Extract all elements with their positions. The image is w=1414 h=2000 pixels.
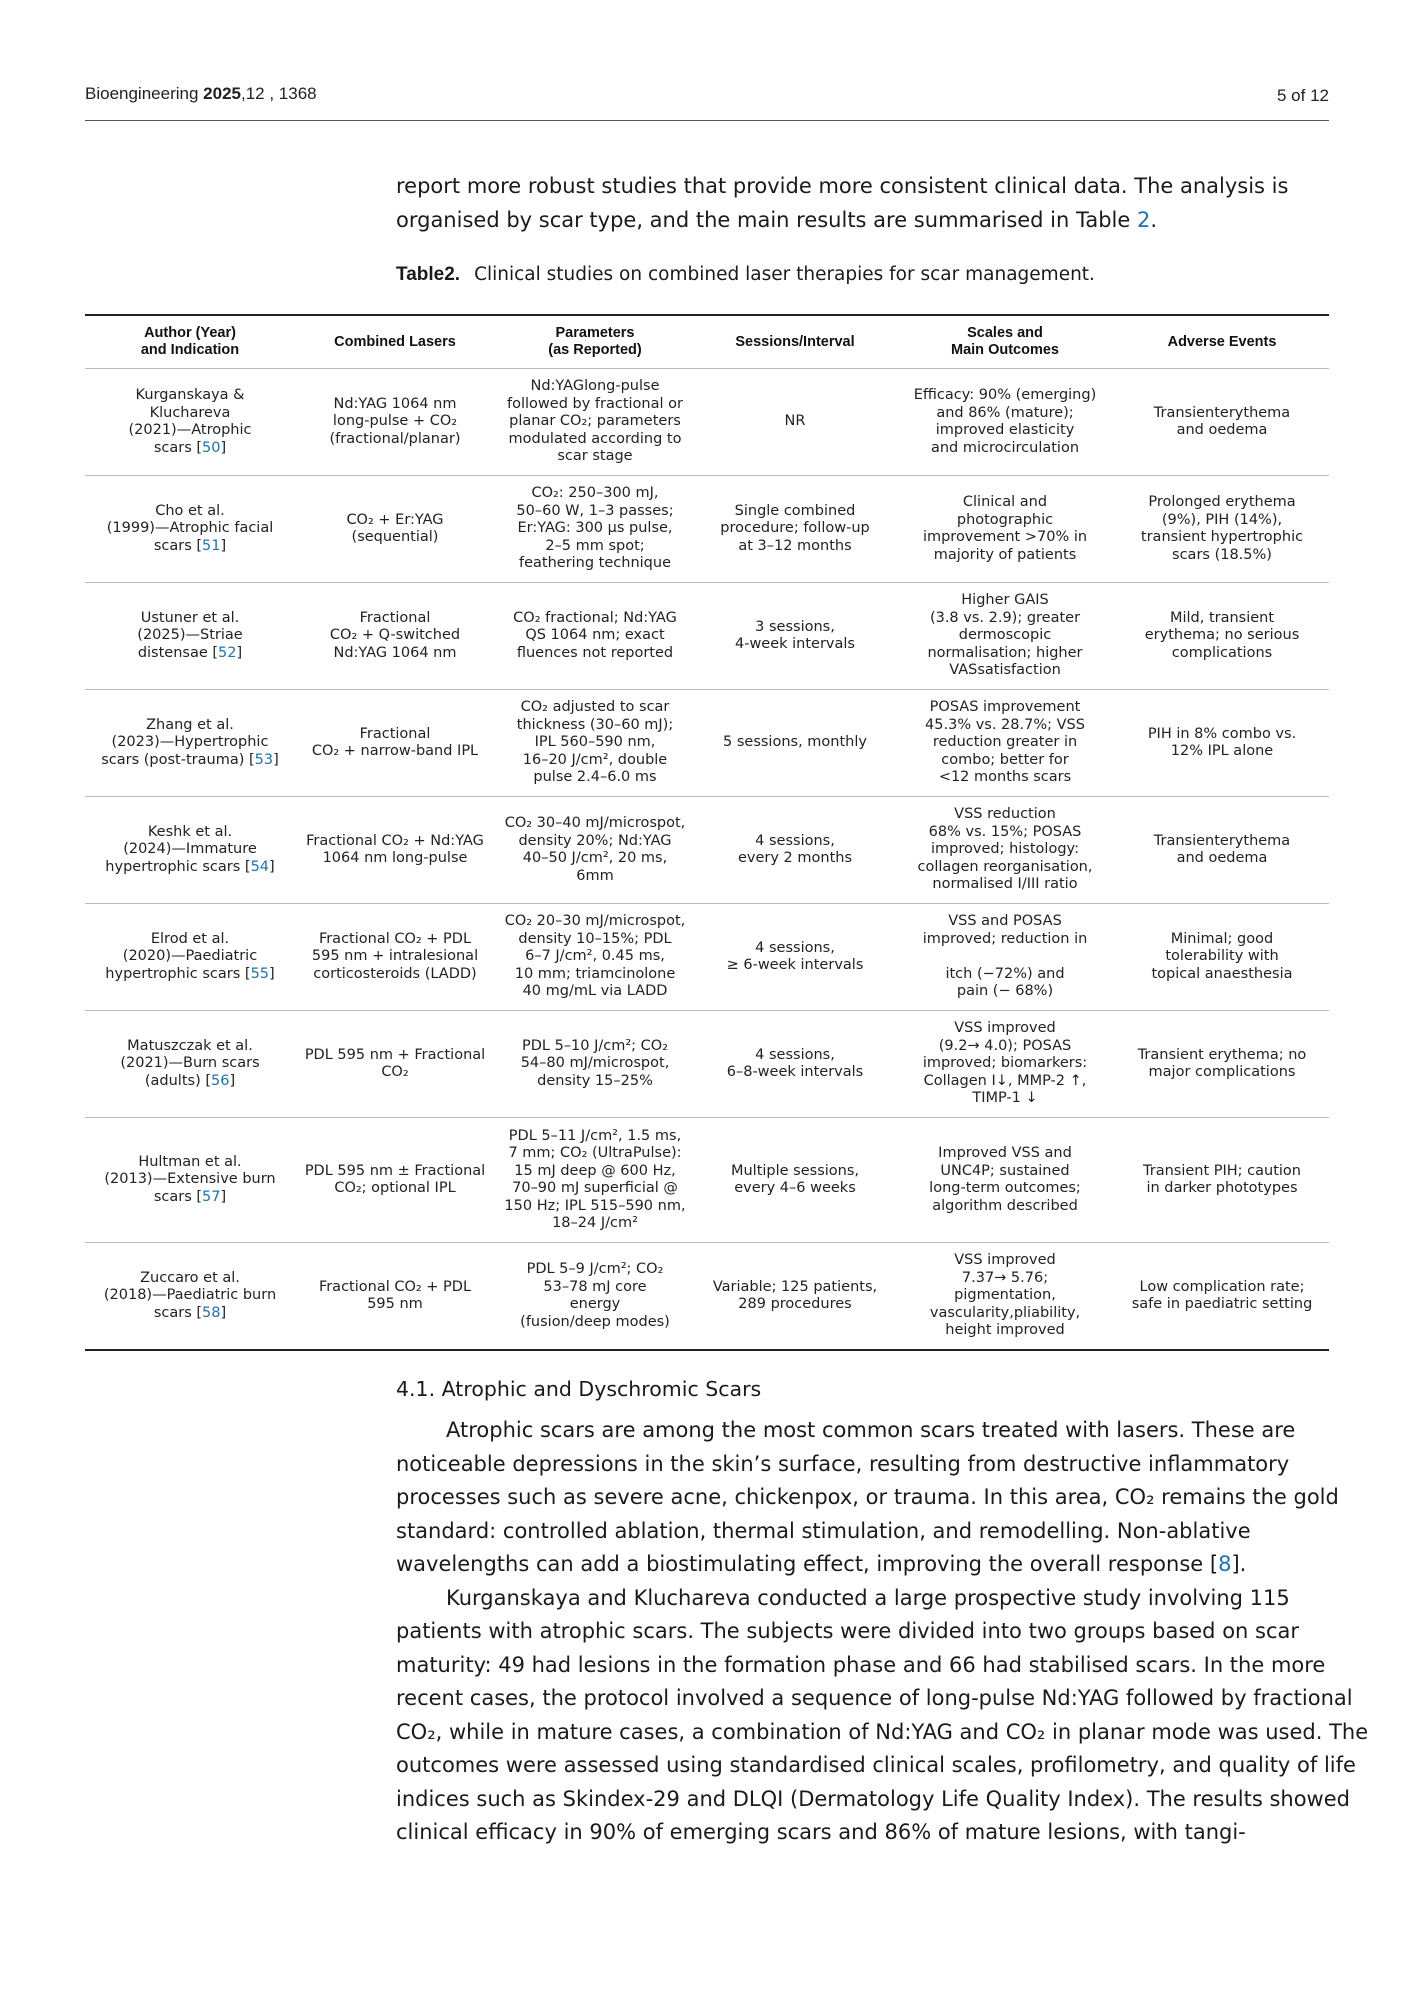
author-text: Keshk et al. (2024)—Immature hypertrophic scars [ xyxy=(105,823,257,875)
cell-sessions: Single combined procedure; follow-up at 3–12 months xyxy=(695,476,895,583)
section-body xyxy=(396,1414,1376,1850)
cell-adverse: Transient erythema; no major complications xyxy=(1115,1011,1329,1118)
table-row xyxy=(85,904,1329,1011)
paragraph-1-text: Atrophic scars are among the most common scars treated with lasers. These are noticeable depressions in the skin’s surface, resulting from destructive inflammatory processes such as severe acne, chickenpox, or trauma. In this area, CO₂ remains the gold standard: controlled ablation, thermal stimulation, and remodelling. Non-ablative wavelengths can add a biostimulating effect, improving the overall response [ xyxy=(396,1418,1339,1576)
cell-outcomes: Improved VSS and UNC4P; sustained long-term outcomes; algorithm described xyxy=(895,1118,1115,1243)
cell-lasers: CO₂ + Er:YAG (sequential) xyxy=(295,476,495,583)
author-text: Matuszczak et al. (2021)—Burn scars (adults) [ xyxy=(120,1037,260,1089)
table-caption xyxy=(396,264,1095,286)
cell-adverse: Transienterythema and oedema xyxy=(1115,369,1329,476)
cell-sessions: Variable; 125 patients, 289 procedures xyxy=(695,1243,895,1351)
author-text: Zuccaro et al. (2018)—Paediatric burn scars [ xyxy=(103,1269,277,1321)
cell-lasers: PDL 595 nm ± Fractional CO₂; optional IPL xyxy=(295,1118,495,1243)
cell-author: Zuccaro et al. (2018)—Paediatric burn scars [58] xyxy=(85,1243,295,1351)
cell-outcomes: VSS improved (9.2→ 4.0); POSAS improved; biomarkers: Collagen I↓, MMP-2 ↑, TIMP-1 ↓ xyxy=(895,1011,1115,1118)
table-label: Table2. xyxy=(396,264,461,285)
col-author: Author (Year) and Indication xyxy=(85,315,295,369)
cell-author: Kurganskaya & Kluchareva (2021)—Atrophic scars [50] xyxy=(85,369,295,476)
cell-params: PDL 5–11 J/cm², 1.5 ms, 7 mm; CO₂ (UltraPulse): 15 mJ deep @ 600 Hz, 70–90 mJ superficial @ 150 Hz; IPL 515–590 nm, 18–24 J/cm² xyxy=(495,1118,695,1243)
section-heading: 4.1. Atrophic and Dyschromic Scars xyxy=(396,1377,762,1401)
citation-link[interactable]: 56 xyxy=(211,1072,230,1089)
col-parameters: Parameters (as Reported) xyxy=(495,315,695,369)
journal-citation xyxy=(85,84,317,104)
intro-paragraph xyxy=(396,170,1336,237)
table-row xyxy=(85,797,1329,904)
col-lasers: Combined Lasers xyxy=(295,315,495,369)
page-number: 5 of 12 xyxy=(1277,86,1329,105)
col-adverse: Adverse Events xyxy=(1115,315,1329,369)
clinical-studies-table xyxy=(85,314,1329,1351)
journal-year: 2025 xyxy=(203,84,241,103)
cell-author: Zhang et al. (2023)—Hypertrophic scars (post-trauma) [53] xyxy=(85,690,295,797)
cell-adverse: PIH in 8% combo vs. 12% IPL alone xyxy=(1115,690,1329,797)
cell-sessions: 4 sessions, every 2 months xyxy=(695,797,895,904)
cell-author: Hultman et al. (2013)—Extensive burn scars [57] xyxy=(85,1118,295,1243)
table-row xyxy=(85,1118,1329,1243)
paragraph-1 xyxy=(396,1414,1376,1582)
cell-params: PDL 5–10 J/cm²; CO₂ 54–80 mJ/microspot, density 15–25% xyxy=(495,1011,695,1118)
cell-lasers: Fractional CO₂ + PDL 595 nm xyxy=(295,1243,495,1351)
cell-outcomes: VSS and POSAS improved; reduction in itch (−72%) and pain (− 68%) xyxy=(895,904,1115,1011)
table-header-row xyxy=(85,315,1329,369)
paragraph-1-end: ]. xyxy=(1231,1552,1247,1576)
cell-sessions: 4 sessions, 6–8-week intervals xyxy=(695,1011,895,1118)
cell-params: CO₂ 20–30 mJ/microspot, density 10–15%; PDL 6–7 J/cm², 0.45 ms, 10 mm; triamcinolone 40 mg/mL via LADD xyxy=(495,904,695,1011)
cell-sessions: 4 sessions, ≥ 6-week intervals xyxy=(695,904,895,1011)
author-text: Zhang et al. (2023)—Hypertrophic scars (post-trauma) [ xyxy=(101,716,269,768)
author-text: Cho et al. (1999)—Atrophic facial scars [ xyxy=(106,502,274,554)
author-text: Kurganskaya & Kluchareva (2021)—Atrophic scars [ xyxy=(128,387,252,456)
journal-name: Bioengineering xyxy=(85,84,199,103)
table-row xyxy=(85,369,1329,476)
table-header xyxy=(85,315,1329,369)
running-header xyxy=(85,84,1329,121)
volume-article: ,12 , 1368 xyxy=(240,84,317,103)
table-caption-text: Clinical studies on combined laser therapies for scar management. xyxy=(474,264,1095,285)
cell-params: CO₂ adjusted to scar thickness (30–60 mJ); IPL 560–590 nm, 16–20 J/cm², double pulse 2.4–6.0 ms xyxy=(495,690,695,797)
cell-params: CO₂ fractional; Nd:YAG QS 1064 nm; exact fluences not reported xyxy=(495,583,695,690)
citation-link[interactable]: 51 xyxy=(202,537,221,554)
cell-lasers: Fractional CO₂ + Q-switched Nd:YAG 1064 nm xyxy=(295,583,495,690)
cell-author: Keshk et al. (2024)—Immature hypertrophic scars [54] xyxy=(85,797,295,904)
cell-params: CO₂: 250–300 mJ, 50–60 W, 1–3 passes; Er:YAG: 300 µs pulse, 2–5 mm spot; feathering technique xyxy=(495,476,695,583)
paragraph-2: Kurganskaya and Kluchareva conducted a large prospective study involving 115 patients with atrophic scars. The subjects were divided into two groups based on scar maturity: 49 had lesions in the formation phase and 66 had stabilised scars. In the more recent cases, the protocol involved a sequence of long-pulse Nd:YAG followed by fractional CO₂, while in mature cases, a combination of Nd:YAG and CO₂ in planar mode was used. The outcomes were assessed using standardised clinical scales, profilometry, and quality of life indices such as Skindex-29 and DLQI (Dermatology Life Quality Index). The results showed clinical efficacy in 90% of emerging scars and 86% of mature lesions, with tangi- xyxy=(396,1585,1369,1844)
cell-lasers: PDL 595 nm + Fractional CO₂ xyxy=(295,1011,495,1118)
table-row xyxy=(85,583,1329,690)
cell-adverse: Low complication rate; safe in paediatric setting xyxy=(1115,1243,1329,1351)
cell-lasers: Nd:YAG 1064 nm long-pulse + CO₂ (fractional/planar) xyxy=(295,369,495,476)
citation-link[interactable]: 55 xyxy=(250,965,270,982)
cell-adverse: Minimal; good tolerability with topical anaesthesia xyxy=(1115,904,1329,1011)
cell-author: Cho et al. (1999)—Atrophic facial scars [51] xyxy=(85,476,295,583)
cell-lasers: Fractional CO₂ + PDL 595 nm + intralesional corticosteroids (LADD) xyxy=(295,904,495,1011)
cell-outcomes: Higher GAIS (3.8 vs. 2.9); greater dermoscopic normalisation; higher VASsatisfaction xyxy=(895,583,1115,690)
cell-adverse: Prolonged erythema (9%), PIH (14%), transient hypertrophic scars (18.5%) xyxy=(1115,476,1329,583)
table-reference-link[interactable]: 2 xyxy=(1136,207,1151,232)
citation-link[interactable]: 54 xyxy=(250,858,270,875)
table-row xyxy=(85,1243,1329,1351)
cell-outcomes: Clinical and photographic improvement >70% in majority of patients xyxy=(895,476,1115,583)
citation-link[interactable]: 57 xyxy=(202,1188,221,1205)
cell-author: Ustuner et al. (2025)—Striae distensae [52] xyxy=(85,583,295,690)
author-text: Elrod et al. (2020)—Paediatric hypertrophic scars [ xyxy=(105,930,258,982)
cell-adverse: Transienterythema and oedema xyxy=(1115,797,1329,904)
intro-text-end: . xyxy=(1150,207,1158,232)
cell-params: PDL 5–9 J/cm²; CO₂ 53–78 mJ core energy (fusion/deep modes) xyxy=(495,1243,695,1351)
cell-lasers: Fractional CO₂ + Nd:YAG 1064 nm long-pulse xyxy=(295,797,495,904)
cell-author: Elrod et al. (2020)—Paediatric hypertrophic scars [55] xyxy=(85,904,295,1011)
citation-link[interactable]: 53 xyxy=(254,751,274,768)
cell-author: Matuszczak et al. (2021)—Burn scars (adults) [56] xyxy=(85,1011,295,1118)
cell-adverse: Transient PIH; caution in darker phototypes xyxy=(1115,1118,1329,1243)
cell-sessions: 3 sessions, 4-week intervals xyxy=(695,583,895,690)
cell-adverse: Mild, transient erythema; no serious complications xyxy=(1115,583,1329,690)
table-row xyxy=(85,476,1329,583)
col-outcomes: Scales and Main Outcomes xyxy=(895,315,1115,369)
citation-link[interactable]: 50 xyxy=(202,439,221,456)
cell-params: CO₂ 30–40 mJ/microspot, density 20%; Nd:YAG 40–50 J/cm², 20 ms, 6mm xyxy=(495,797,695,904)
cell-outcomes: VSS improved 7.37→ 5.76; pigmentation, vascularity,pliability, height improved xyxy=(895,1243,1115,1351)
cell-sessions: Multiple sessions, every 4–6 weeks xyxy=(695,1118,895,1243)
citation-link[interactable]: 58 xyxy=(202,1304,221,1321)
cell-outcomes: VSS reduction 68% vs. 15%; POSAS improved; histology: collagen reorganisation, normalised I/III ratio xyxy=(895,797,1115,904)
cell-sessions: NR xyxy=(695,369,895,476)
author-text: Ustuner et al. (2025)—Striae distensae [ xyxy=(137,609,243,661)
table-row xyxy=(85,690,1329,797)
cell-outcomes: Efficacy: 90% (emerging) and 86% (mature); improved elasticity and microcirculation xyxy=(895,369,1115,476)
author-text: Hultman et al. (2013)—Extensive burn scars [ xyxy=(104,1153,276,1205)
col-sessions: Sessions/Interval xyxy=(695,315,895,369)
intro-text: report more robust studies that provide more consistent clinical data. The analysis is organised by scar type, and the main results are summarised in Table xyxy=(396,174,1289,232)
cell-params: Nd:YAGlong-pulse followed by fractional or planar CO₂; parameters modulated according to scar stage xyxy=(495,369,695,476)
cell-lasers: Fractional CO₂ + narrow-band IPL xyxy=(295,690,495,797)
table-body xyxy=(85,369,1329,1351)
cell-outcomes: POSAS improvement 45.3% vs. 28.7%; VSS reduction greater in combo; better for <12 months scars xyxy=(895,690,1115,797)
citation-link[interactable]: 8 xyxy=(1218,1552,1232,1576)
table-row xyxy=(85,1011,1329,1118)
cell-sessions: 5 sessions, monthly xyxy=(695,690,895,797)
citation-link[interactable]: 52 xyxy=(218,644,237,661)
